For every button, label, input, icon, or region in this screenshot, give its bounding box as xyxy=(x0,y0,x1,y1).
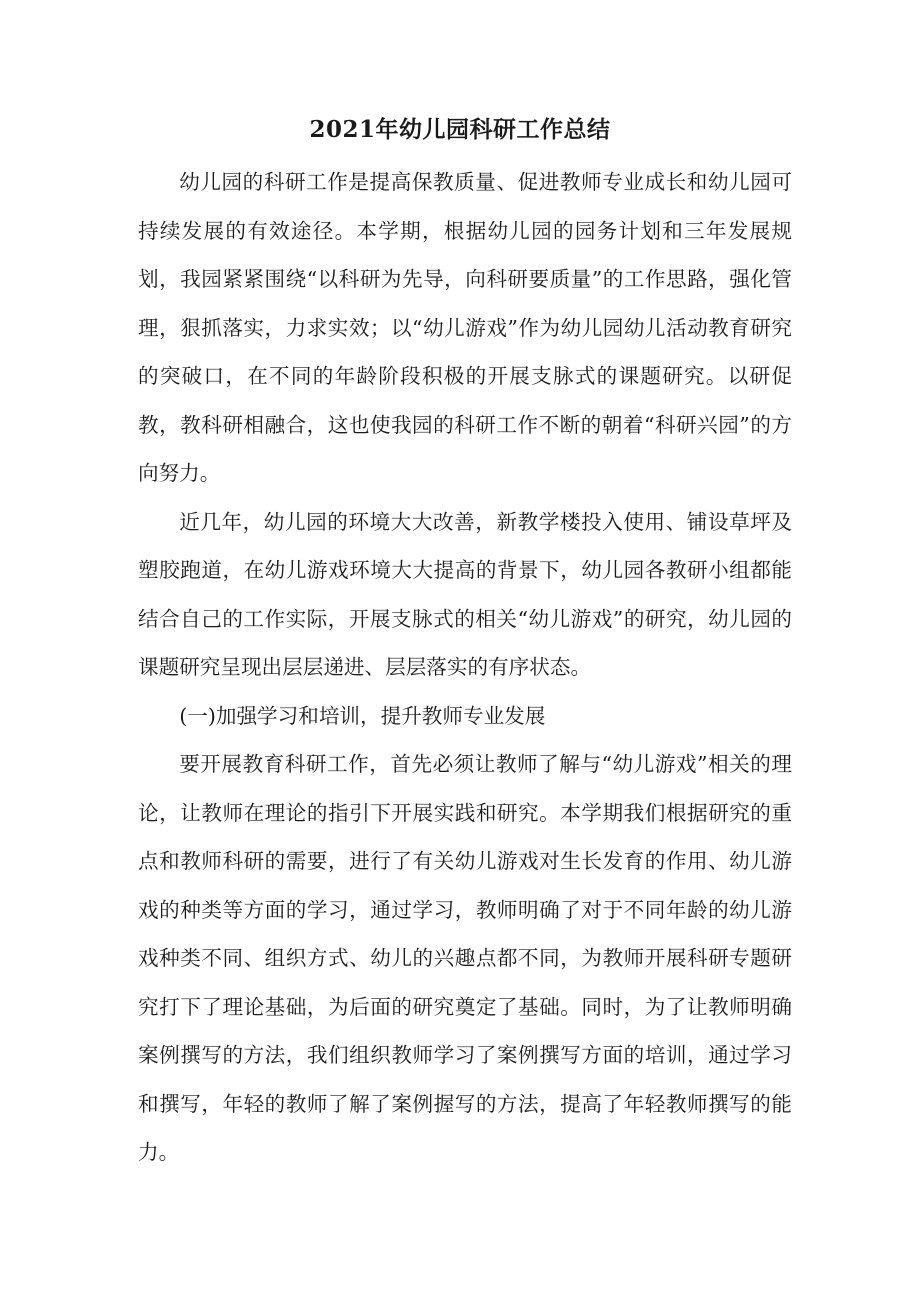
background-paragraph: 近几年，幼儿园的环境大大改善，新教学楼投入使用、铺设草坪及塑胶跑道，在幼儿游戏环境大大提高的背景下，幼儿园各教研小组都能结合自己的工作实际，开展支脉式的相关“幼儿游戏”的研究，幼儿园的课题研究呈现出层层递进、层层落实的有序状态。 xyxy=(138,509,792,679)
document-body xyxy=(138,158,792,1177)
document-title: 2021年幼儿园科研工作总结 xyxy=(309,116,611,143)
section-heading: (一)加强学习和培训，提升教师专业发展 xyxy=(179,703,546,728)
section-paragraph: 要开展教育科研工作，首先必须让教师了解与“幼儿游戏”相关的理论，让教师在理论的指引下开展实践和研究。本学期我们根据研究的重点和教师科研的需要，进行了有关幼儿游戏对生长发育的作用、幼儿游戏的种类等方面的学习，通过学习，教师明确了对于不同年龄的幼儿游戏种类不同、组织方式、幼儿的兴趣点都不同，为教师开展科研专题研究打下了理论基础，为后面的研究奠定了基础。同时，为了让教师明确案例撰写的方法，我们组织教师学习了案例撰写方面的培训，通过学习和撰写，年轻的教师了解了案例握写的方法，提高了年轻教师撰写的能力。 xyxy=(138,752,792,1164)
intro-paragraph: 幼儿园的科研工作是提高保教质量、促进教师专业成长和幼儿园可持续发展的有效途径。本学期，根据幼儿园的园务计划和三年发展规划，我园紧紧围绕“以科研为先导，向科研要质量”的工作思路，强化管理，狠抓落实，力求实效；以“幼儿游戏”作为幼儿园幼儿活动教育研究的突破口，在不同的年龄阶段积极的开展支脉式的课题研究。以研促教，教科研相融合，这也使我园的科研工作不断的朝着“科研兴园”的方向努力。 xyxy=(138,170,792,485)
